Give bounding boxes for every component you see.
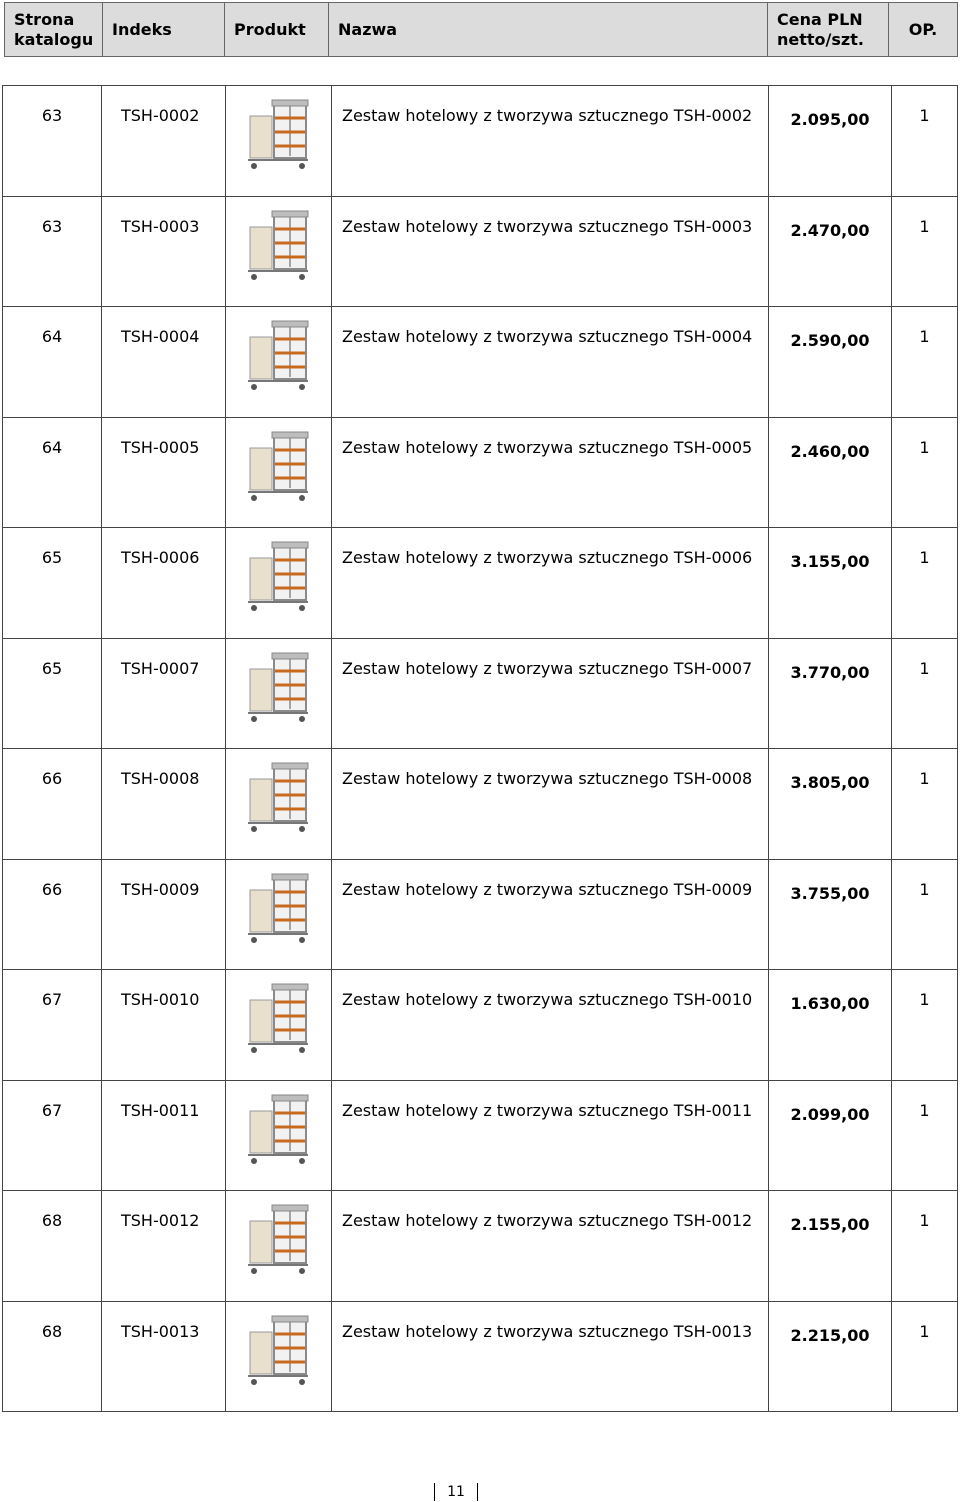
row-page: 64	[3, 418, 102, 529]
hotel-cart-icon	[242, 426, 316, 512]
row-index: TSH-0013	[102, 1302, 226, 1413]
row-index: TSH-0009	[102, 860, 226, 971]
row-name: Zestaw hotelowy z tworzywa sztucznego TSH-0012	[332, 1191, 769, 1302]
row-index: TSH-0007	[102, 639, 226, 750]
product-table	[2, 85, 958, 1412]
row-op: 1	[892, 639, 958, 750]
row-name: Zestaw hotelowy z tworzywa sztucznego TSH-0005	[332, 418, 769, 529]
row-price: 2.099,00	[769, 1081, 892, 1192]
product-image	[226, 1302, 332, 1413]
row-op: 1	[892, 528, 958, 639]
row-page: 67	[3, 970, 102, 1081]
table-row	[3, 749, 958, 860]
header-op: OP.	[889, 3, 957, 56]
product-image	[226, 970, 332, 1081]
table-row	[3, 1191, 958, 1302]
row-price: 2.095,00	[769, 86, 892, 197]
product-image	[226, 1081, 332, 1192]
hotel-cart-icon	[242, 868, 316, 954]
header-product: Produkt	[225, 3, 329, 56]
row-index: TSH-0010	[102, 970, 226, 1081]
row-page: 63	[3, 86, 102, 197]
row-index: TSH-0008	[102, 749, 226, 860]
table-row	[3, 1302, 958, 1413]
row-name: Zestaw hotelowy z tworzywa sztucznego TSH-0008	[332, 749, 769, 860]
row-name: Zestaw hotelowy z tworzywa sztucznego TSH-0011	[332, 1081, 769, 1192]
row-op: 1	[892, 197, 958, 308]
table-row	[3, 970, 958, 1081]
hotel-cart-icon	[242, 205, 316, 291]
row-price: 3.155,00	[769, 528, 892, 639]
product-image	[226, 639, 332, 750]
header-price: Cena PLN netto/szt.	[768, 3, 889, 56]
row-page: 67	[3, 1081, 102, 1192]
row-page: 65	[3, 528, 102, 639]
hotel-cart-icon	[242, 536, 316, 622]
hotel-cart-icon	[242, 647, 316, 733]
row-price: 2.470,00	[769, 197, 892, 308]
row-name: Zestaw hotelowy z tworzywa sztucznego TSH-0010	[332, 970, 769, 1081]
row-price: 2.155,00	[769, 1191, 892, 1302]
row-name: Zestaw hotelowy z tworzywa sztucznego TSH-0013	[332, 1302, 769, 1413]
row-page: 64	[3, 307, 102, 418]
row-price: 2.460,00	[769, 418, 892, 529]
row-name: Zestaw hotelowy z tworzywa sztucznego TSH-0002	[332, 86, 769, 197]
table-row	[3, 639, 958, 750]
table-header	[4, 2, 958, 57]
row-name: Zestaw hotelowy z tworzywa sztucznego TSH-0003	[332, 197, 769, 308]
product-image	[226, 307, 332, 418]
product-image	[226, 749, 332, 860]
row-index: TSH-0012	[102, 1191, 226, 1302]
row-price: 1.630,00	[769, 970, 892, 1081]
row-op: 1	[892, 307, 958, 418]
product-image	[226, 197, 332, 308]
row-price: 3.805,00	[769, 749, 892, 860]
row-index: TSH-0005	[102, 418, 226, 529]
hotel-cart-icon	[242, 1310, 316, 1396]
product-image	[226, 860, 332, 971]
row-page: 68	[3, 1302, 102, 1413]
hotel-cart-icon	[242, 1199, 316, 1285]
table-row	[3, 86, 958, 197]
row-price: 2.215,00	[769, 1302, 892, 1413]
row-op: 1	[892, 970, 958, 1081]
product-image	[226, 1191, 332, 1302]
table-row	[3, 307, 958, 418]
row-name: Zestaw hotelowy z tworzywa sztucznego TSH-0007	[332, 639, 769, 750]
row-op: 1	[892, 1302, 958, 1413]
product-image	[226, 528, 332, 639]
table-row	[3, 197, 958, 308]
row-price: 3.770,00	[769, 639, 892, 750]
page-number: 11	[434, 1483, 478, 1501]
hotel-cart-icon	[242, 315, 316, 401]
row-price: 2.590,00	[769, 307, 892, 418]
table-row	[3, 860, 958, 971]
row-op: 1	[892, 86, 958, 197]
header-page: Strona katalogu	[5, 3, 103, 56]
table-row	[3, 1081, 958, 1192]
hotel-cart-icon	[242, 94, 316, 180]
row-op: 1	[892, 418, 958, 529]
row-op: 1	[892, 1191, 958, 1302]
row-index: TSH-0003	[102, 197, 226, 308]
hotel-cart-icon	[242, 757, 316, 843]
header-index: Indeks	[103, 3, 225, 56]
row-op: 1	[892, 1081, 958, 1192]
table-row	[3, 418, 958, 529]
row-price: 3.755,00	[769, 860, 892, 971]
row-index: TSH-0004	[102, 307, 226, 418]
row-page: 66	[3, 749, 102, 860]
row-page: 63	[3, 197, 102, 308]
row-index: TSH-0002	[102, 86, 226, 197]
row-op: 1	[892, 860, 958, 971]
hotel-cart-icon	[242, 978, 316, 1064]
product-image	[226, 86, 332, 197]
table-row	[3, 528, 958, 639]
row-index: TSH-0006	[102, 528, 226, 639]
hotel-cart-icon	[242, 1089, 316, 1175]
product-image	[226, 418, 332, 529]
header-name: Nazwa	[329, 3, 768, 56]
row-index: TSH-0011	[102, 1081, 226, 1192]
row-name: Zestaw hotelowy z tworzywa sztucznego TSH-0004	[332, 307, 769, 418]
row-name: Zestaw hotelowy z tworzywa sztucznego TSH-0009	[332, 860, 769, 971]
row-page: 66	[3, 860, 102, 971]
row-name: Zestaw hotelowy z tworzywa sztucznego TSH-0006	[332, 528, 769, 639]
row-op: 1	[892, 749, 958, 860]
row-page: 65	[3, 639, 102, 750]
row-page: 68	[3, 1191, 102, 1302]
